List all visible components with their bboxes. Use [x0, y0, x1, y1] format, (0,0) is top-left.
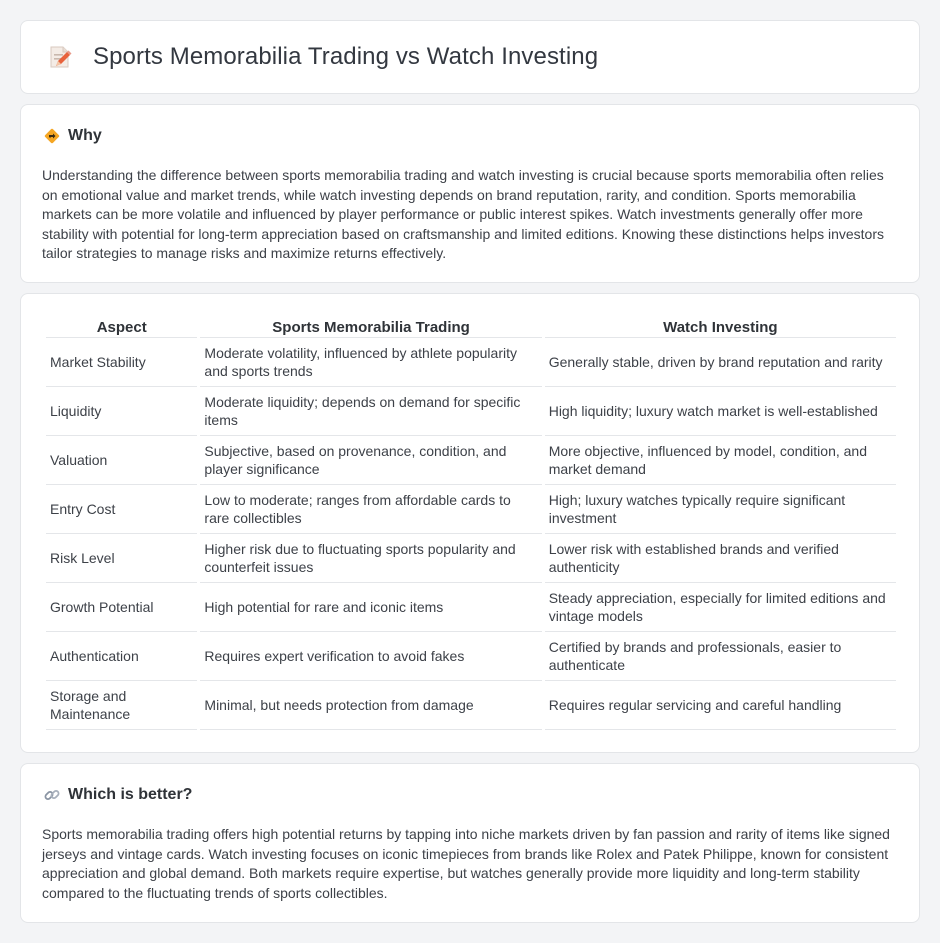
- cell-aspect: Storage and Maintenance: [46, 681, 197, 730]
- why-card: [20, 104, 920, 283]
- page-title: Sports Memorabilia Trading vs Watch Investing: [93, 43, 599, 70]
- why-heading: Why: [68, 127, 102, 144]
- cell-aspect: Valuation: [46, 436, 197, 485]
- cell-watch: High; luxury watches typically require significant investment: [545, 485, 896, 534]
- cell-aspect: Liquidity: [46, 387, 197, 436]
- memo-pencil-icon: [47, 44, 73, 70]
- cell-watch: More objective, influenced by model, condition, and market demand: [545, 436, 896, 485]
- table-row: [46, 632, 896, 681]
- title-row: [47, 43, 598, 71]
- diamond-sign-icon: [43, 127, 61, 145]
- table-row: [46, 681, 896, 730]
- column-header-sports: Sports Memorabilia Trading: [200, 316, 541, 338]
- link-icon: [43, 786, 61, 804]
- cell-aspect: Entry Cost: [46, 485, 197, 534]
- cell-aspect: Growth Potential: [46, 583, 197, 632]
- cell-sports: High potential for rare and iconic items: [200, 583, 541, 632]
- comparison-table: [43, 316, 899, 730]
- cell-watch: Generally stable, driven by brand reputation and rarity: [545, 338, 896, 387]
- better-heading-row: [43, 786, 192, 804]
- cell-aspect: Market Stability: [46, 338, 197, 387]
- cell-sports: Moderate volatility, influenced by athlete popularity and sports trends: [200, 338, 541, 387]
- comparison-card: [20, 293, 920, 753]
- table-row: [46, 485, 896, 534]
- cell-sports: Subjective, based on provenance, condition, and player significance: [200, 436, 541, 485]
- which-is-better-card: [20, 763, 920, 923]
- column-header-aspect: Aspect: [46, 316, 197, 338]
- cell-sports: Higher risk due to fluctuating sports popularity and counterfeit issues: [200, 534, 541, 583]
- cell-watch: Steady appreciation, especially for limited editions and vintage models: [545, 583, 896, 632]
- table-row: [46, 436, 896, 485]
- cell-watch: Lower risk with established brands and verified authenticity: [545, 534, 896, 583]
- better-heading: Which is better?: [68, 786, 193, 803]
- cell-sports: Minimal, but needs protection from damage: [200, 681, 541, 730]
- table-header-row: [46, 316, 896, 338]
- better-text: Sports memorabilia trading offers high potential returns by tapping into niche markets driven by fan passion and rarity of items like signed jerseys and vintage cards. Watch investing focuses on iconic timepieces from brands like Rolex and Patek Philippe, known for consistent appreciation and global demand. Both markets require expertise, but watches generally provide more liquidity and long-term stability compared to the fluctuating trends of sports collectibles.: [42, 826, 890, 901]
- column-header-watch: Watch Investing: [545, 316, 896, 338]
- table-row: [46, 534, 896, 583]
- cell-watch: High liquidity; luxury watch market is well-established: [545, 387, 896, 436]
- cell-aspect: Authentication: [46, 632, 197, 681]
- why-heading-row: [43, 127, 102, 145]
- title-card: [20, 20, 920, 94]
- table-row: [46, 583, 896, 632]
- table-row: [46, 387, 896, 436]
- cell-watch: Certified by brands and professionals, easier to authenticate: [545, 632, 896, 681]
- cell-aspect: Risk Level: [46, 534, 197, 583]
- cell-sports: Requires expert verification to avoid fakes: [200, 632, 541, 681]
- table-row: [46, 338, 896, 387]
- cell-watch: Requires regular servicing and careful handling: [545, 681, 896, 730]
- cell-sports: Low to moderate; ranges from affordable cards to rare collectibles: [200, 485, 541, 534]
- why-text: Understanding the difference between sports memorabilia trading and watch investing is crucial because sports memorabilia often relies on emotional value and market trends, while watch investing depends on brand reputation, rarity, and condition. Sports memorabilia markets can be more volatile and influenced by player performance or public interest spikes. Watch investments generally offer more stability with potential for long-term appreciation based on craftsmanship and limited editions. Knowing these distinctions helps investors tailor strategies to manage risks and maximize returns effectively.: [42, 167, 885, 262]
- cell-sports: Moderate liquidity; depends on demand for specific items: [200, 387, 541, 436]
